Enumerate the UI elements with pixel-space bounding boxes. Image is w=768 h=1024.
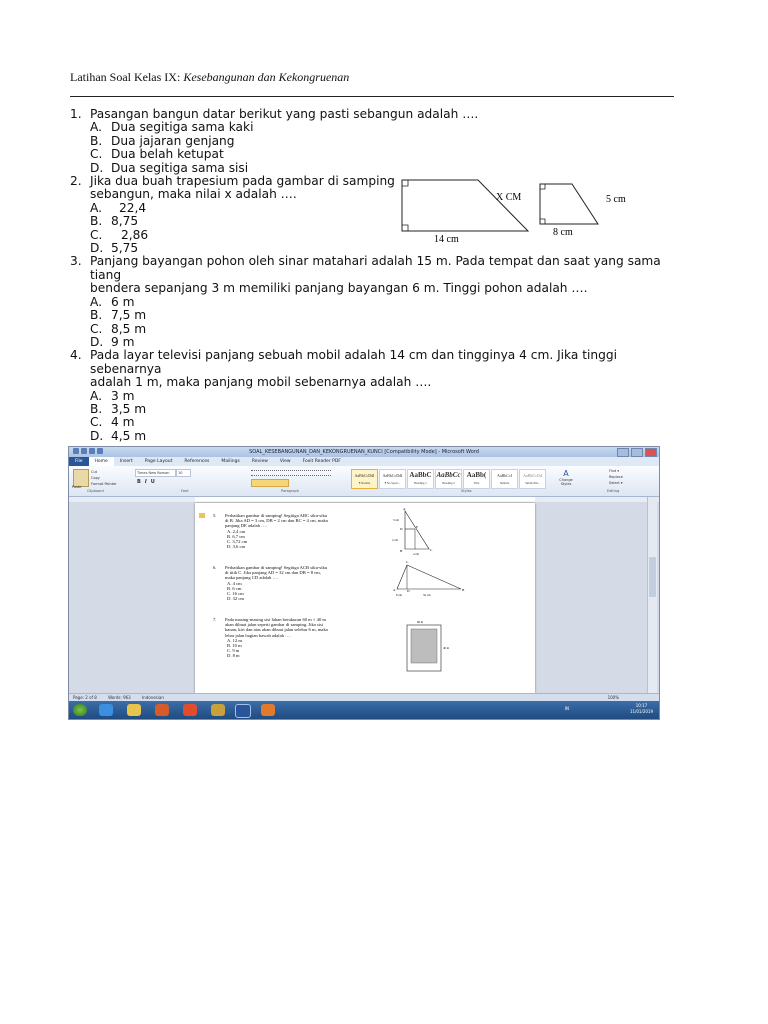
option-b: B. Dua jajaran genjang — [90, 133, 235, 148]
quick-access-toolbar[interactable] — [73, 448, 103, 456]
header-rule — [70, 96, 674, 97]
svg-text:C: C — [406, 560, 409, 564]
style-subtle-emphasis[interactable]: AaBbCcDd Subtle Em... — [519, 469, 546, 489]
svg-text:3 cm: 3 cm — [393, 518, 399, 522]
question-text: sebangun, maka nilai x adalah …. — [90, 187, 297, 202]
header-subject: Kesebangunan dan Kekongruenan — [183, 70, 350, 84]
paste-label[interactable]: Paste — [72, 485, 82, 489]
group-label-paragraph: Paragraph — [281, 489, 299, 493]
close-icon — [645, 448, 657, 457]
svg-text:D: D — [400, 527, 403, 531]
page-question-5: 5. Perhatikan gambar di samping! Segitiga ABC siku-siku di B. Jika AD = 3 cm, DB = 2 cm dan BC = 4 cm, maka panjang DE adalah …. A. 2,4 cm B. 6,7 cm C. 3,72 cm D. 3,6 cm — [213, 513, 393, 549]
option-a: A. 22,4 — [90, 200, 147, 215]
option-d: D. Dua segitiga sama sisi — [90, 160, 249, 175]
svg-text:E: E — [416, 525, 419, 529]
trapezoid-figure — [400, 176, 640, 248]
copy-button[interactable]: Copy — [91, 476, 100, 480]
svg-text:A: A — [403, 507, 406, 511]
svg-text:C: C — [430, 548, 433, 552]
small-trapezoid — [540, 184, 598, 224]
redo-icon — [97, 448, 103, 454]
style-subtitle[interactable]: AaBbCcI Subtitle — [491, 469, 518, 489]
word-window-screenshot — [68, 446, 660, 720]
question-text: Pada layar televisi panjang sebuah mobil adalah 14 cm dan tingginya 4 cm. Jika tinggi sebenarnya — [90, 348, 617, 376]
ribbon-tabs — [69, 457, 659, 466]
font-size-select[interactable]: 10 — [176, 469, 191, 477]
svg-text:4 cm: 4 cm — [413, 552, 419, 556]
paste-options-icon[interactable] — [199, 513, 205, 518]
status-zoom[interactable]: 100% — [607, 695, 619, 700]
field-figure-7 — [401, 617, 461, 677]
svg-text:2 cm: 2 cm — [392, 538, 398, 542]
question-text: Pasangan bangun datar berikut yang pasti sebangun adalah …. — [90, 107, 479, 121]
label-14: 14 cm — [434, 234, 459, 245]
triangle-figure-5 — [391, 505, 451, 556]
group-label-styles: Styles — [461, 489, 472, 493]
group-label-editing: Editing — [607, 489, 620, 493]
ribbon — [69, 466, 659, 497]
format-painter-button[interactable]: Format Painter — [91, 482, 117, 486]
question-number: 2. — [70, 174, 82, 189]
replace-button[interactable]: Replace — [609, 475, 623, 479]
group-label-font: Font — [181, 489, 189, 493]
word-logo-icon — [73, 448, 79, 454]
change-styles-icon: A — [563, 469, 569, 478]
tab-page-layout[interactable]: Page Layout — [144, 459, 173, 464]
option-c: C. 8,5 m — [90, 321, 147, 336]
input-language[interactable]: IN — [564, 706, 569, 711]
svg-text:A: A — [393, 588, 396, 592]
question-3 — [70, 255, 674, 349]
question-text: Panjang bayangan pohon oleh sinar matahari adalah 15 m. Pada tempat dan saat yang sama tiang — [90, 254, 661, 282]
trapezoid-svg — [400, 176, 660, 248]
align-buttons[interactable] — [251, 479, 289, 487]
app-taskbar-icon[interactable] — [261, 704, 275, 716]
option-b: B. 8,75 — [90, 214, 139, 229]
question-text: adalah 1 m, maka panjang mobil sebenarnya adalah …. — [90, 375, 432, 390]
style-title[interactable]: AaBb( Title — [463, 469, 490, 489]
option-b: B. 7,5 m — [90, 308, 147, 323]
question-4 — [70, 349, 674, 443]
option-b: B. 3,5 m — [90, 401, 147, 416]
tab-foxit[interactable]: Foxit Reader PDF — [302, 459, 341, 464]
media-player-icon[interactable] — [155, 704, 169, 716]
question-number: 1. — [70, 107, 82, 121]
svg-text:D: D — [407, 589, 410, 593]
word-taskbar-icon[interactable] — [235, 704, 251, 718]
title-bar — [69, 447, 659, 457]
horizontal-ruler[interactable] — [69, 497, 659, 502]
style-heading-1[interactable]: AaBbC Heading 1 — [407, 469, 434, 489]
svg-text:32 cm: 32 cm — [423, 593, 431, 597]
option-d: D. 4,5 m — [90, 428, 147, 443]
tab-view[interactable]: View — [279, 459, 291, 464]
svg-text:B: B — [400, 549, 403, 553]
tab-references[interactable]: References — [184, 459, 210, 464]
cut-button[interactable]: Cut — [91, 470, 98, 474]
triangle-figure-6 — [391, 557, 471, 597]
editing-group — [609, 468, 623, 486]
system-clock[interactable]: 10:17 11/01/2019 — [629, 703, 653, 714]
start-button-icon[interactable] — [73, 704, 87, 716]
minimize-icon — [617, 448, 629, 457]
tab-review[interactable]: Review — [251, 459, 268, 464]
tab-insert[interactable]: Insert — [119, 459, 133, 464]
internet-explorer-icon[interactable] — [99, 704, 113, 716]
tab-mailings[interactable]: Mailings — [221, 459, 240, 464]
option-a: A. 6 m — [90, 294, 135, 309]
find-button[interactable]: Find ▾ — [609, 469, 620, 473]
option-a: A. Dua segitiga sama kaki — [90, 120, 254, 135]
window-title: SOAL_KESEBANGUNAN_DAN_KEKONGRUENAN_KUNCI [Compatibility Mode] - Microsoft Word — [249, 449, 479, 455]
large-trapezoid — [402, 180, 528, 231]
question-text: Jika dua buah trapesium pada gambar di samping — [90, 174, 395, 189]
option-d: D. 5,75 — [90, 241, 139, 256]
select-button[interactable]: Select ▾ — [609, 481, 623, 485]
page-question-6: 6. Perhatikan gambar di samping! Segitiga ACB siku-siku di titik C. Jika panjang AD = 32 cm dan DB = 8 cm, maka panjang CD adalah …. A. 4 cm B. 6 cm C. 16 cm D. 32 cm — [213, 565, 328, 602]
windows-taskbar — [69, 701, 659, 719]
document-header — [70, 70, 349, 85]
scroll-thumb — [649, 557, 656, 597]
undo-icon — [89, 448, 95, 454]
svg-text:8 cm: 8 cm — [396, 593, 402, 597]
chrome-icon[interactable] — [183, 704, 197, 716]
option-c: C. 2,86 — [90, 227, 149, 242]
style-heading-2[interactable]: AaBbCc Heading 2 — [435, 469, 462, 489]
font-name-select[interactable]: Times New Roman — [135, 469, 176, 477]
save-icon — [81, 448, 87, 454]
document-page[interactable] — [195, 503, 535, 693]
maximize-icon — [631, 448, 643, 457]
style-no-spacing[interactable]: AaBbCcDdI ¶ No Spaci... — [379, 469, 406, 489]
status-language[interactable]: Indonesian — [141, 695, 164, 700]
file-explorer-icon[interactable] — [127, 704, 141, 716]
label-8: 8 cm — [553, 227, 573, 238]
page-question-7: 7. Pada masing-masing sisi lahan berukuran 60 m × 40 m akan dibuat jalan seperti gambar di samping. Jika sisi kanan, kiri dan atas akan dibuat jalan selebar 6 m, maka lebar jalan bagian bawah adalah …. A. 12 m B. 10 m C. 9 m D. 8 m — [213, 617, 328, 659]
clipboard-items — [91, 469, 117, 487]
question-number: 4. — [70, 348, 82, 363]
option-c: C. Dua belah ketupat — [90, 147, 224, 162]
question-number: 3. — [70, 254, 82, 269]
status-words[interactable]: Words: 963 — [108, 695, 131, 700]
question-list — [70, 108, 674, 443]
list-buttons[interactable] — [251, 470, 331, 476]
svg-text:B: B — [462, 588, 465, 592]
label-5: 5 cm — [606, 194, 626, 205]
change-styles-button[interactable]: A Change Styles — [557, 469, 575, 486]
font-format-buttons[interactable]: BIU — [137, 479, 159, 485]
group-label-clipboard: Clipboard — [87, 489, 104, 493]
style-normal[interactable]: AaBbCcDdI ¶ Normal — [351, 469, 378, 489]
question-1 — [70, 108, 674, 175]
folder-icon[interactable] — [211, 704, 225, 716]
option-d: D. 9 m — [90, 334, 135, 349]
vertical-scrollbar[interactable] — [647, 497, 657, 693]
label-x: X CM — [496, 192, 522, 203]
option-a: A. 3 m — [90, 388, 135, 403]
tab-file[interactable]: File — [69, 457, 89, 466]
question-text: bendera sepanjang 3 m memiliki panjang bayangan 6 m. Tinggi pohon adalah …. — [90, 281, 588, 296]
window-controls[interactable] — [617, 448, 657, 457]
status-page[interactable]: Page: 2 of 8 — [73, 695, 97, 700]
tab-home[interactable]: Home — [89, 457, 114, 466]
svg-text:60 m: 60 m — [417, 620, 424, 624]
option-c: C. 4 m — [90, 415, 135, 430]
header-prefix: Latihan Soal Kelas IX: — [70, 70, 184, 84]
svg-text:40 m: 40 m — [443, 646, 450, 650]
